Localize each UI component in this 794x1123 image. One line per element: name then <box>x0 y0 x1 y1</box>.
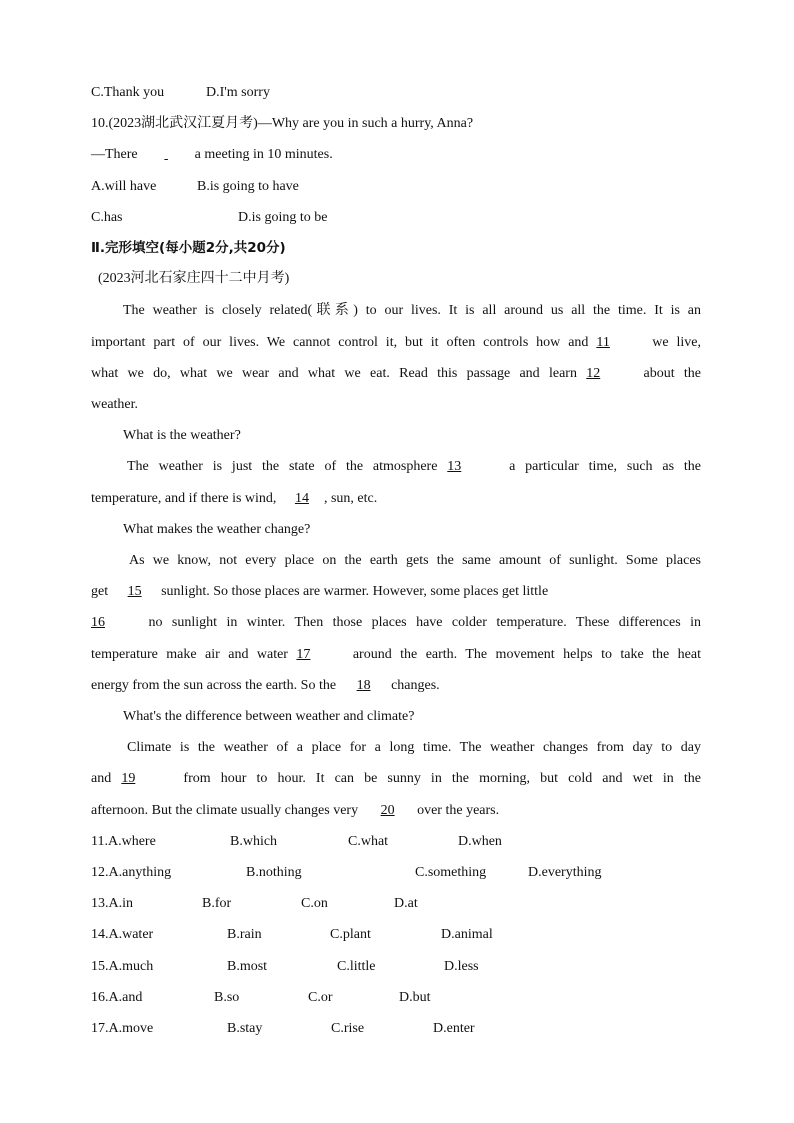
text: a particular time, such as the <box>509 459 701 474</box>
passage-line <box>127 458 701 476</box>
passage-heading: What is the weather? <box>123 428 241 443</box>
passage-line <box>91 583 548 601</box>
text: energy from the sun across the earth. So the <box>91 678 337 693</box>
blank-16: 16 <box>91 615 105 630</box>
passage-line <box>129 552 701 570</box>
q10-option-a: A.will have <box>91 179 157 194</box>
text: temperature, and if there is wind, <box>91 491 277 506</box>
option-c: C.little <box>337 959 376 974</box>
option-c: C.Thank you <box>91 85 165 100</box>
section-title: Ⅱ.完形填空(每小题2分,共20分) <box>91 240 286 256</box>
passage-heading: What makes the weather change? <box>123 522 311 537</box>
answer-blank <box>141 146 191 164</box>
text: temperature make air and water <box>91 647 288 662</box>
option-d: D.I'm sorry <box>206 85 270 100</box>
option-a: 14.A.water <box>91 927 154 942</box>
text: around the earth. The movement helps to take the heat <box>352 647 701 662</box>
option-b: B.for <box>202 896 232 911</box>
text: get <box>91 584 109 599</box>
option-b: B.so <box>214 990 240 1005</box>
blank-11: 11 <box>596 335 610 350</box>
option-d: D.when <box>458 834 502 849</box>
option-c: C.rise <box>331 1021 365 1036</box>
section-source: (2023河北石家庄四十二中月考) <box>98 271 290 286</box>
blank-19: 19 <box>121 771 136 786</box>
passage-line <box>91 677 440 695</box>
option-a: 17.A.move <box>91 1021 154 1036</box>
text: The weather is just the state of the atmosphere <box>127 459 438 474</box>
q10-option-c: C.has <box>91 210 123 225</box>
text: Climate is the weather of a place for a long time. The weather changes from day to day <box>127 740 701 755</box>
blank-18: 18 <box>356 678 371 693</box>
text: As we know, not every place on the earth gets the same amount of sunlight. Some places <box>129 553 701 568</box>
text: over the years. <box>417 803 500 818</box>
option-c: C.what <box>348 834 389 849</box>
text: sunlight. So those places are warmer. However, some places get little <box>161 584 549 599</box>
option-d: D.at <box>394 896 418 911</box>
blank-13: 13 <box>447 459 462 474</box>
q10-option-d: D.is going to be <box>238 210 328 225</box>
passage-line <box>91 614 701 632</box>
option-a: 13.A.in <box>91 896 133 911</box>
text: afternoon. But the climate usually changes very <box>91 803 359 818</box>
option-b: B.nothing <box>246 865 302 880</box>
option-d: D.less <box>444 959 479 974</box>
text: no sunlight in winter. Then those places have colder temperature. These differences in <box>148 615 702 630</box>
passage-line <box>127 739 701 757</box>
q10-option-b: B.is going to have <box>197 179 299 194</box>
passage-line <box>91 490 377 508</box>
blank-15: 15 <box>127 584 142 599</box>
text: about the <box>643 366 701 381</box>
option-a: 15.A.much <box>91 959 154 974</box>
blank-20: 20 <box>380 803 395 818</box>
option-d: D.everything <box>528 865 602 880</box>
text: what we do, what we wear and what we eat. Read this passage and learn <box>91 366 577 381</box>
passage-line <box>123 302 701 320</box>
text: ) to our lives. It is all around us all the time. It is an <box>353 303 702 318</box>
option-d: D.but <box>399 990 431 1005</box>
question-10-line2 <box>91 146 333 164</box>
option-c: C.something <box>415 865 487 880</box>
option-c: C.plant <box>330 927 371 942</box>
option-b: B.stay <box>227 1021 263 1036</box>
question-10-line2-pre: —There <box>91 147 138 162</box>
option-c: C.or <box>308 990 333 1005</box>
text: , sun, etc. <box>323 491 378 506</box>
passage-line <box>91 802 499 820</box>
option-d: D.enter <box>433 1021 475 1036</box>
text: and <box>91 771 112 786</box>
text: we live, <box>652 335 702 350</box>
passage-line <box>91 646 701 664</box>
passage-line <box>91 770 701 788</box>
question-10-stem: 10.(2023湖北武汉江夏月考)—Why are you in such a hurry, Anna? <box>91 116 474 131</box>
blank-17: 17 <box>296 647 311 662</box>
blank-12: 12 <box>586 366 601 381</box>
text: from hour to hour. It can be sunny in the morning, but cold and wet in the <box>183 771 701 786</box>
text: changes. <box>391 678 440 693</box>
option-b: B.rain <box>227 927 262 942</box>
option-b: B.most <box>227 959 268 974</box>
text: The weather is closely related( <box>123 303 313 318</box>
chinese-gloss: 联系 <box>312 303 354 318</box>
option-b: B.which <box>230 834 278 849</box>
blank-14: 14 <box>294 491 309 506</box>
passage-line <box>91 365 701 383</box>
passage-heading: What's the difference between weather and climate? <box>123 709 415 724</box>
option-c: C.on <box>301 896 328 911</box>
option-a: 12.A.anything <box>91 865 172 880</box>
question-10-line2-post: a meeting in 10 minutes. <box>194 147 333 162</box>
passage-line: weather. <box>91 397 139 412</box>
option-a: 11.A.where <box>91 834 156 849</box>
option-d: D.animal <box>441 927 493 942</box>
text: important part of our lives. We cannot control it, but it often controls how and <box>91 335 589 350</box>
passage-line <box>91 334 701 352</box>
option-a: 16.A.and <box>91 990 143 1005</box>
